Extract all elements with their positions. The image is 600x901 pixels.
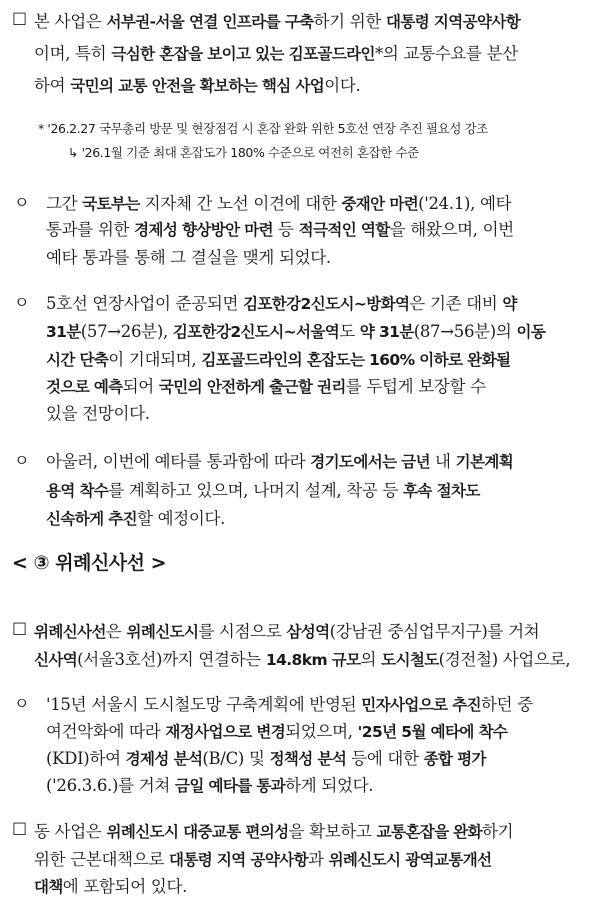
footnote-2: ↳ '26.1월 기준 최대 혼잡도가 180% 수준으로 여전히 혼잡한 수준 <box>68 145 419 160</box>
text: ('24.1), 예타 <box>418 194 512 213</box>
text: 은 기존 대비 <box>409 294 503 313</box>
text: 하여 <box>34 76 71 95</box>
square-bullet: □ <box>12 818 28 837</box>
bold-text: 후속 절차도 <box>403 482 480 500</box>
bold-text: 금일 예타를 통과 <box>174 777 286 795</box>
bold-text: 국민의 안전하게 출근할 권리 <box>158 378 346 396</box>
text: 동 사업은 <box>34 822 107 841</box>
bold-text: 경기도에서는 금년 <box>310 453 431 471</box>
bold-text: 신사역 <box>34 651 78 669</box>
bold-text: 도시철도 <box>381 651 439 669</box>
section-heading: < ③ 위례신사선 > <box>12 552 167 574</box>
para2-line3 <box>46 244 331 268</box>
bold-text: 국민의 교통 안전을 확보하는 핵심 사업 <box>70 77 325 95</box>
text: '15년 서울시 도시철도망 구축계획에 반영된 <box>46 695 362 714</box>
text: 그간 <box>46 194 83 213</box>
para3-line2 <box>46 318 545 342</box>
bold-text: 김포한강2신도시~방화역 <box>243 295 410 313</box>
text: (KDI)하여 <box>46 749 126 768</box>
para3-line5 <box>46 400 150 424</box>
text: 아울러, 이번에 예타를 통과함에 따라 <box>46 452 311 471</box>
bold-text: 서부권-서울 연결 인프라를 구축 <box>106 13 314 31</box>
para5-line2 <box>34 646 570 670</box>
para1-line3 <box>34 72 360 96</box>
bold-text: 용역 착수 <box>46 482 109 500</box>
para6-line3 <box>46 745 486 769</box>
text: ('26.3.6.)를 거쳐 <box>46 776 175 795</box>
para4-line1 <box>46 448 513 472</box>
para2-line1 <box>46 190 511 214</box>
text: 지자체 간 노선 이견에 대한 <box>139 194 342 213</box>
bold-text: 김포한강2신도시~서울역 <box>172 323 340 341</box>
para6-line1 <box>46 691 533 715</box>
text: 하기 위한 <box>313 12 386 31</box>
para6-line2 <box>46 718 507 742</box>
bold-text: 적극적인 역할 <box>298 221 390 239</box>
bold-text: 김포골드라인의 혼잡도는 160% 이하로 완화될 <box>201 351 511 369</box>
bold-text: 기본계획 <box>455 453 514 471</box>
text: 통과를 위한 <box>46 220 135 239</box>
text: 본 사업은 <box>34 12 107 31</box>
bold-text: 31분 <box>46 323 81 341</box>
text: 도 <box>339 322 360 341</box>
text: 을 확보하고 <box>288 822 377 841</box>
bold-text: 약 31분 <box>359 323 414 341</box>
text: (87→56분)의 <box>413 322 517 341</box>
square-bullet: □ <box>12 618 28 637</box>
text: 이다. <box>324 76 361 95</box>
bold-text: 재정사업으로 변경 <box>165 723 286 741</box>
bold-text: 경제성 분석 <box>125 750 203 768</box>
para3-line1 <box>46 290 517 314</box>
para7-line2 <box>34 846 491 870</box>
text: *의 교통수요를 분산 <box>374 44 518 63</box>
text: 하던 중 <box>481 695 533 714</box>
bold-text: 대책 <box>34 878 63 896</box>
bold-text: 종합 평가 <box>423 750 486 768</box>
text: 를 시점으로 <box>198 622 287 641</box>
bold-text: 시간 단축 <box>46 351 109 369</box>
bold-text: 민자사업으로 추진 <box>361 696 482 714</box>
text: 를 두텁게 보장할 수 <box>345 377 486 396</box>
circle-bullet: ㅇ <box>14 193 30 212</box>
text: 를 계획하고 있으며, 나머지 설계, 착공 등 <box>108 481 404 500</box>
text: 5호선 연장사업이 준공되면 <box>46 294 244 313</box>
text: 과 <box>307 850 329 869</box>
bold-text: 위례신도시 <box>126 623 199 641</box>
circle-bullet: ㅇ <box>14 694 30 713</box>
text: 위한 근본대책으로 <box>34 850 170 869</box>
bold-text: 14.8km 규모 <box>265 651 361 669</box>
bold-text: 위례신도시 대중교통 편의성 <box>106 823 289 841</box>
para7-line3 <box>34 873 187 897</box>
para5-line1 <box>34 618 539 642</box>
text: (B/C) 및 <box>202 749 270 768</box>
bold-text: 약 <box>502 295 517 313</box>
text: (강남권 중심업무지구)를 거쳐 <box>329 622 540 641</box>
square-bullet: □ <box>12 8 28 27</box>
circle-bullet: ㅇ <box>14 451 30 470</box>
para1-line1 <box>34 8 520 32</box>
text: 은 <box>105 622 127 641</box>
bold-text: 국토부는 <box>82 195 140 213</box>
text: 이며, 특히 <box>34 44 112 63</box>
para3-line4 <box>46 373 486 397</box>
text: 되어 <box>122 377 159 396</box>
text: 등 <box>273 220 299 239</box>
para4-line2 <box>46 477 480 501</box>
text: (경전철) 사업으로, <box>438 650 571 669</box>
para6-line4 <box>46 772 373 796</box>
text: 할 예정이다. <box>137 509 226 528</box>
bold-text: 대통령 지역 공약사항 <box>169 851 308 869</box>
para2-line2 <box>46 216 514 240</box>
para4-line3 <box>46 505 225 529</box>
text: 예타 통과를 통해 그 결실을 맺게 되었다. <box>46 248 331 267</box>
bold-text: 신속하게 추진 <box>46 510 138 528</box>
bold-text: 위례신도시 광역교통개선 <box>328 851 492 869</box>
bold-text: 중재안 마련 <box>341 195 419 213</box>
bold-text: 이동 <box>516 323 546 341</box>
bold-text: 위례신사선 <box>34 623 106 641</box>
text: 있을 전망이다. <box>46 404 150 423</box>
bold-text: 극심한 혼잡을 보이고 있는 김포골드라인 <box>111 45 375 63</box>
text: 의 <box>360 650 382 669</box>
bold-text: 대통령 지역공약사항 <box>385 13 521 31</box>
bold-text: '25년 5월 예타에 착수 <box>357 723 508 741</box>
para7-line1 <box>34 818 513 842</box>
text: 에 포함되어 있다. <box>62 877 188 896</box>
text: (57→26분), <box>80 322 173 341</box>
text: 되었으며, <box>285 722 358 741</box>
text: 내 <box>430 452 456 471</box>
bold-text: 교통혼잡을 완화 <box>376 823 483 841</box>
text: (서울3호선)까지 연결하는 <box>77 650 266 669</box>
bold-text: 것으로 예측 <box>46 378 123 396</box>
text: 하게 되었다. <box>285 776 374 795</box>
bold-text: 삼성역 <box>286 623 330 641</box>
footnote-1: * '26.2.27 국무총리 방문 및 현장점검 시 혼잡 완화 위한 5호선 연장 추진 필요성 강조 <box>38 121 488 136</box>
text: 여건악화에 따라 <box>46 722 166 741</box>
text: 등에 대한 <box>346 749 424 768</box>
circle-bullet: ㅇ <box>14 293 30 312</box>
text: 하기 <box>482 822 514 841</box>
bold-text: 경제성 향상방안 마련 <box>134 221 274 239</box>
para1-line2 <box>34 40 518 64</box>
text: 을 해왔으며, 이번 <box>389 220 514 239</box>
text: 이 기대되며, <box>108 350 202 369</box>
bold-text: 정책성 분석 <box>269 750 347 768</box>
para3-line3 <box>46 346 510 370</box>
